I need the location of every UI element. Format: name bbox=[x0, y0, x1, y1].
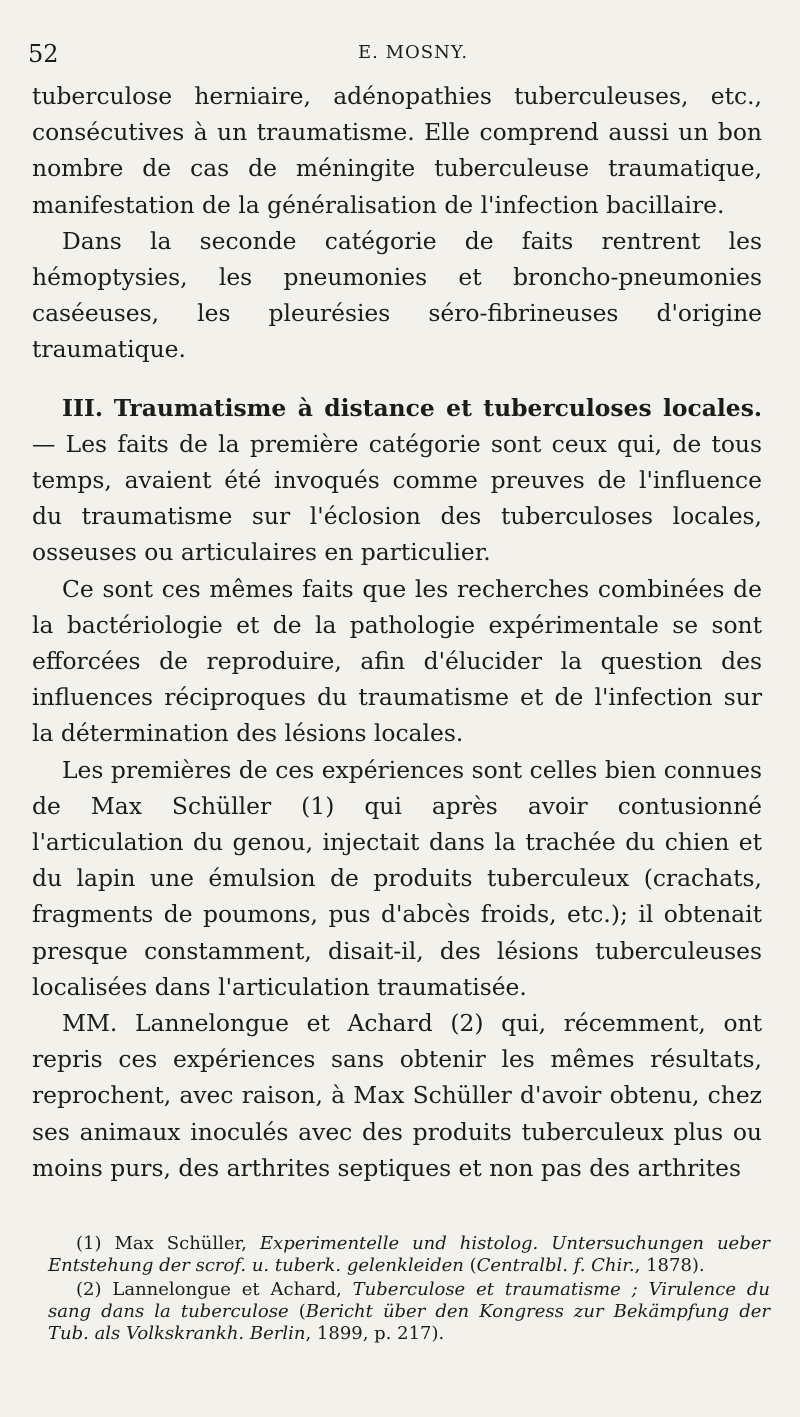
footnote-1-lead: (1) Max Schüller, bbox=[76, 1233, 247, 1254]
page-number: 52 bbox=[28, 40, 59, 68]
running-head bbox=[28, 40, 760, 70]
footnotes bbox=[48, 1233, 770, 1345]
footnote-2-paren: ( bbox=[298, 1301, 306, 1322]
footnote-1-paren: ( bbox=[469, 1255, 477, 1276]
paragraph-2: Dans la seconde catégorie de faits rentrent les hémoptysies, les pneumonies et broncho-pneumonies caséeuses, les pleurésies séro-fibrineuses d'origine traumatique. bbox=[32, 226, 762, 364]
paragraph-6: MM. Lannelongue et Achard (2) qui, récemment, ont repris ces expériences sans obtenir les mêmes résultats, reprochent, avec raison, à Max Schüller d'avoir obtenu, chez ses animaux inoculés avec des produits tuberculeux plus ou moins purs, des arthrites septiques et non pas des arthrites bbox=[32, 1009, 762, 1182]
section-number: III. bbox=[62, 393, 103, 422]
body-text bbox=[32, 78, 762, 1186]
paragraph-4: Ce sont ces mêmes faits que les recherches combinées de la bactériologie et de la pathologie expérimentale se sont efforcées de reproduire, afin d'élucider la question des influences réciproques du traumatisme et de l'infection sur la détermination des lésions locales. bbox=[32, 574, 762, 748]
footnote-2-bericht: Bericht über den Kongress zur Bekämpfung der Tub. als Volkskrankh. Berlin bbox=[48, 1301, 770, 1344]
footnote-1-title: Experimentelle und histolog. Untersuchungen ueber Entstehung der scrof. u. tuberk. gelenkleiden bbox=[48, 1233, 770, 1276]
section-paragraph bbox=[32, 390, 762, 571]
footnote-1-journal: Centralbl. f. Chir. bbox=[476, 1255, 635, 1276]
paragraph-5: Les premières de ces expériences sont celles bien connues de Max Schüller (1) qui après avoir contusionné l'articulation du genou, injectait dans la trachée du chien et du lapin une émulsion de produits tuberculeux (crachats, fragments de poumons, pus d'abcès froids, etc.); il obtenait presque constamment, disait-il, des lésions tuberculeuses localisées dans l'articulation traumatisée. bbox=[32, 755, 762, 1001]
footnote-2-tail: , 1899, p. 217). bbox=[305, 1323, 445, 1344]
running-title: E. MOSNY. bbox=[358, 42, 469, 63]
paragraph-1: tuberculose herniaire, adénopathies tuberculeuses, etc., consécutives à un traumatisme. Elle comprend aussi un bon nombre de cas de méningite tuberculeuse traumatique, manifestation de la généralisation de l'infection bacillaire. bbox=[32, 82, 762, 219]
section-title: Traumatisme à distance et tuberculoses locales. bbox=[113, 393, 763, 422]
footnote-2-lead: (2) Lannelongue et Achard, bbox=[76, 1279, 342, 1300]
footnote-1-tail: , 1878). bbox=[634, 1255, 705, 1276]
footnote-2-title: Tuberculose et traumatisme ; Virulence du sang dans la tuberculose bbox=[48, 1279, 770, 1322]
footnote-1 bbox=[48, 1233, 770, 1277]
section-paragraph-text: — Les faits de la première catégorie sont ceux qui, de tous temps, avaient été invoqués comme preuves de l'influence du traumatisme sur l'éclosion des tuberculoses locales, osseuses ou articulaires en particulier. bbox=[32, 429, 762, 567]
footnote-2 bbox=[48, 1279, 770, 1345]
